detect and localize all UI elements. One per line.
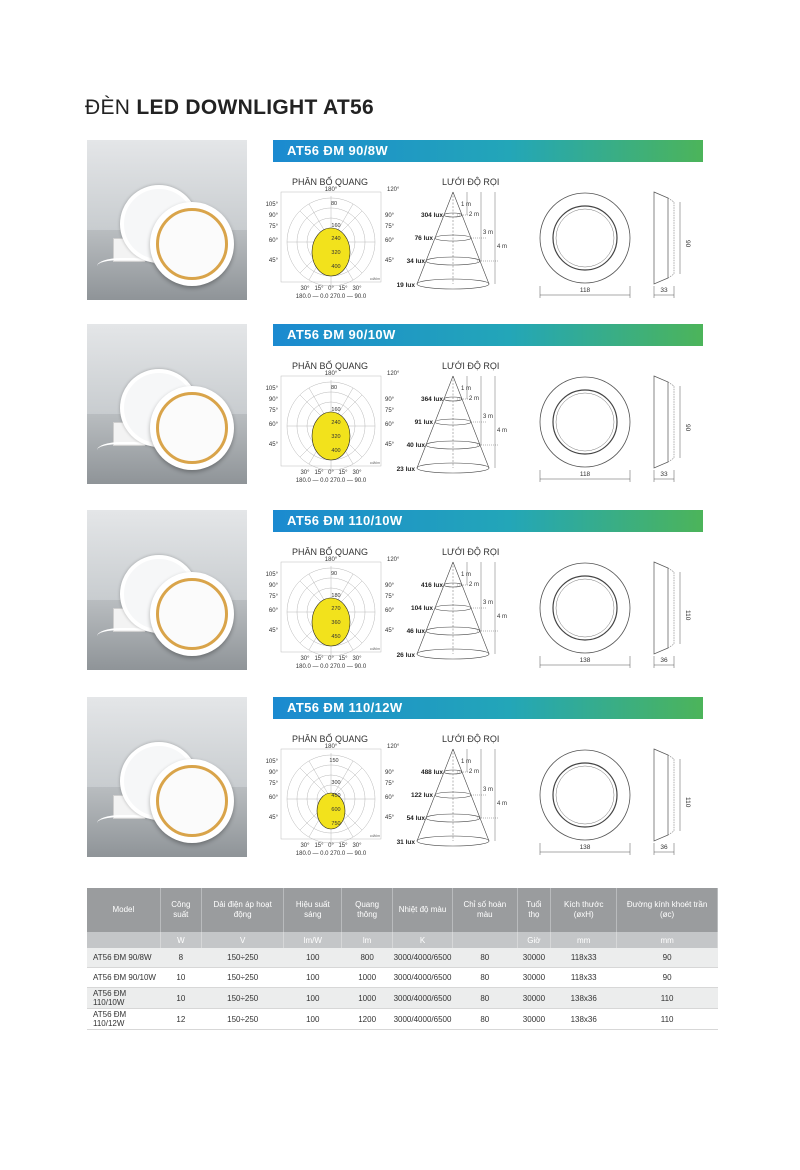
lux-labels — [397, 582, 444, 659]
table-cell: 100 — [284, 948, 342, 968]
polar-top-angle: 180° — [324, 371, 338, 377]
illuminance-cone — [397, 562, 507, 659]
table-cell: 8 — [160, 948, 201, 968]
table-cell: 110 — [617, 1009, 718, 1030]
angle-label: 105° — [265, 202, 278, 208]
table-cell: 150÷250 — [201, 948, 283, 968]
scale-label: 320 — [331, 250, 341, 256]
distance-labels — [461, 759, 507, 807]
angle-label: 45° — [268, 815, 278, 821]
lux-labels — [397, 769, 444, 846]
front-view-drawing — [540, 750, 630, 855]
cutout-dimension: 90 — [684, 240, 691, 248]
angle-label: 15° — [338, 470, 348, 476]
angle-label: 45° — [385, 628, 395, 634]
table-cell: 30000 — [517, 988, 550, 1009]
table-cell: 10 — [160, 968, 201, 988]
unit-cell: V — [201, 932, 283, 948]
table-cell: 100 — [284, 988, 342, 1009]
angle-label: 30° — [300, 656, 310, 662]
unit-cell: mm — [551, 932, 617, 948]
angle-label: 60° — [385, 422, 395, 428]
distance-label: 1 m — [461, 202, 472, 208]
column-header: Đường kính khoét trần (øc) — [617, 888, 718, 932]
distance-label: 2 m — [469, 582, 480, 588]
scale-label: 600 — [331, 807, 341, 813]
table-row — [87, 1009, 718, 1030]
distance-label: 4 m — [497, 428, 508, 434]
polar-unit: cd/klm — [369, 647, 380, 651]
side-view-drawing — [654, 749, 691, 855]
column-header: Hiệu suất sáng — [284, 888, 342, 932]
left-angles — [266, 386, 279, 448]
cutout-dimension: 110 — [684, 797, 691, 808]
angle-label: 90° — [268, 770, 278, 776]
polar-diagram — [266, 744, 400, 857]
angle-label: 60° — [385, 795, 395, 801]
table-cell: 30000 — [517, 1009, 550, 1030]
scale-label: 80 — [330, 385, 338, 391]
angle-label: 45° — [385, 815, 395, 821]
bottom-angles — [300, 286, 362, 292]
left-angles — [266, 202, 279, 264]
table-cell: 138x36 — [551, 988, 617, 1009]
angle-label: 30° — [352, 286, 362, 292]
distribution-label: PHÂN BỐ QUANG — [292, 361, 369, 371]
illuminance-grid-label: LƯỚI ĐỘ RỌI — [442, 547, 500, 557]
angle-label: 15° — [314, 286, 324, 292]
lux-label: 488 lux — [420, 769, 443, 776]
bottom-angles — [300, 470, 362, 476]
angle-label: 75° — [268, 224, 278, 230]
scale-label: 270 — [331, 606, 341, 612]
unit-cell — [87, 932, 160, 948]
right-angles — [385, 770, 395, 821]
scale-label: 750 — [331, 821, 341, 827]
unit-cell: lm/W — [284, 932, 342, 948]
bottom-angles — [300, 843, 362, 849]
diameter-dimension: 118 — [579, 471, 591, 478]
left-angles — [266, 759, 279, 821]
angle-label: 75° — [385, 781, 395, 787]
table-row — [87, 968, 718, 988]
table-cell: 150÷250 — [201, 1009, 283, 1030]
angle-label: 30° — [300, 286, 310, 292]
angle-label: 30° — [352, 470, 362, 476]
distance-label: 2 m — [469, 769, 480, 775]
scale-label: 160 — [331, 407, 341, 413]
table-cell: 110 — [617, 988, 718, 1009]
right-angles — [385, 397, 395, 448]
lux-label: 91 lux — [414, 419, 433, 426]
angle-label: 45° — [385, 258, 395, 264]
angle-label: 90° — [385, 397, 395, 403]
spec-table — [87, 888, 718, 1030]
distance-label: 3 m — [483, 787, 494, 793]
angle-label: 60° — [385, 238, 395, 244]
distance-label: 3 m — [483, 414, 494, 420]
column-header: Tuổi thọ — [517, 888, 550, 932]
angle-label: 90° — [385, 583, 395, 589]
angle-label: 0° — [328, 286, 334, 292]
distance-label: 1 m — [461, 572, 472, 578]
product-block — [0, 140, 800, 320]
lux-label: 122 lux — [410, 792, 433, 799]
column-header: Nhiệt độ màu — [393, 888, 453, 932]
lux-label: 40 lux — [406, 442, 425, 449]
angle-label: 75° — [385, 594, 395, 600]
product-name-banner: AT56 ĐM 110/12W — [273, 697, 703, 719]
table-cell: 3000/4000/6500 — [393, 1009, 453, 1030]
table-units-row — [87, 932, 718, 948]
illuminance-cone — [397, 376, 507, 473]
height-dimension: 33 — [660, 287, 668, 294]
angle-label: 0° — [328, 656, 334, 662]
title-prefix: ĐÈN — [85, 96, 131, 119]
angle-label: 30° — [352, 843, 362, 849]
angle-label: 60° — [268, 608, 278, 614]
table-row — [87, 988, 718, 1009]
table-cell: 80 — [452, 1009, 517, 1030]
angle-label: 60° — [268, 422, 278, 428]
lamp-front — [150, 572, 234, 656]
product-name-banner: AT56 ĐM 110/10W — [273, 510, 703, 532]
unit-cell: Giờ — [517, 932, 550, 948]
angle-label: 30° — [300, 470, 310, 476]
illuminance-grid-label: LƯỚI ĐỘ RỌI — [442, 177, 500, 187]
polar-right-top-angle: 120° — [387, 744, 400, 750]
scale-label: 90 — [330, 571, 338, 577]
height-dimension: 36 — [660, 844, 668, 851]
column-header: Dải điện áp hoạt động — [201, 888, 283, 932]
table-cell: 800 — [342, 948, 393, 968]
lamp-front — [150, 759, 234, 843]
table-cell: 3000/4000/6500 — [393, 968, 453, 988]
right-angles — [385, 213, 395, 264]
angle-label: 0° — [328, 470, 334, 476]
scale-label: 450 — [331, 793, 341, 799]
table-cell: 150÷250 — [201, 988, 283, 1009]
table-cell: 80 — [452, 988, 517, 1009]
angle-label: 60° — [268, 238, 278, 244]
distance-label: 3 m — [483, 600, 494, 606]
distance-labels — [461, 202, 507, 250]
angle-label: 105° — [265, 759, 278, 765]
lux-label: 31 lux — [396, 839, 415, 846]
distance-label: 2 m — [469, 396, 480, 402]
model-cell: AT56 ĐM 110/10W — [87, 988, 160, 1009]
angle-label: 15° — [314, 656, 324, 662]
lux-label: 76 lux — [414, 235, 433, 242]
table-cell: 1000 — [342, 988, 393, 1009]
angle-label: 0° — [328, 843, 334, 849]
illuminance-cone — [397, 192, 507, 289]
front-view-drawing — [540, 377, 630, 482]
scale-label: 450 — [331, 634, 341, 640]
title-bold: LED DOWNLIGHT AT56 — [136, 96, 374, 119]
unit-cell: lm — [342, 932, 393, 948]
angle-label: 45° — [385, 442, 395, 448]
polar-unit: cd/klm — [369, 277, 380, 281]
diameter-dimension: 138 — [579, 657, 591, 664]
unit-cell: W — [160, 932, 201, 948]
diagrams — [265, 187, 703, 303]
angle-label: 45° — [268, 258, 278, 264]
polar-top-angle: 180° — [324, 744, 338, 750]
polar-diagram — [266, 187, 400, 300]
angle-label: 75° — [268, 408, 278, 414]
table-cell: 3000/4000/6500 — [393, 988, 453, 1009]
angle-label: 60° — [268, 795, 278, 801]
product-block — [0, 697, 800, 877]
scale-label: 240 — [331, 236, 341, 242]
side-view-drawing — [654, 562, 691, 668]
distance-labels — [461, 572, 507, 620]
lux-label: 104 lux — [410, 605, 433, 612]
scale-label: 150 — [329, 758, 339, 764]
angle-label: 45° — [268, 628, 278, 634]
angle-label: 45° — [268, 442, 278, 448]
table-cell: 30000 — [517, 968, 550, 988]
distance-label: 1 m — [461, 386, 472, 392]
lux-label: 46 lux — [406, 628, 425, 635]
distance-label: 4 m — [497, 244, 508, 250]
column-header: Quang thông — [342, 888, 393, 932]
table-header-row — [87, 888, 718, 932]
polar-top-angle: 180° — [324, 187, 338, 193]
angle-label: 75° — [268, 781, 278, 787]
angle-label: 15° — [338, 286, 348, 292]
polar-unit: cd/klm — [369, 461, 380, 465]
lux-label: 26 lux — [396, 652, 415, 659]
cutout-dimension: 90 — [684, 424, 691, 432]
side-view-drawing — [654, 376, 691, 482]
table-cell: 12 — [160, 1009, 201, 1030]
angle-label: 90° — [268, 397, 278, 403]
angle-label: 15° — [314, 843, 324, 849]
illuminance-grid-label: LƯỚI ĐỘ RỌI — [442, 734, 500, 744]
unit-cell: K — [393, 932, 453, 948]
scale-label: 300 — [331, 780, 341, 786]
table-cell: 138x36 — [551, 1009, 617, 1030]
product-photo — [87, 140, 247, 300]
unit-cell — [452, 932, 517, 948]
column-header: Công suất — [160, 888, 201, 932]
product-name-banner: AT56 ĐM 90/8W — [273, 140, 703, 162]
angle-label: 105° — [265, 386, 278, 392]
table-cell: 3000/4000/6500 — [393, 948, 453, 968]
front-view-drawing — [540, 563, 630, 668]
polar-plane-legend: 180.0 — 0.0 270.0 — 90.0 — [295, 478, 367, 484]
lux-label: 23 lux — [396, 466, 415, 473]
angle-label: 15° — [314, 470, 324, 476]
lux-label: 19 lux — [396, 282, 415, 289]
product-block — [0, 324, 800, 504]
polar-plane-legend: 180.0 — 0.0 270.0 — 90.0 — [295, 294, 367, 300]
height-dimension: 36 — [660, 657, 668, 664]
scale-label: 400 — [331, 264, 341, 270]
column-header: Model — [87, 888, 160, 932]
polar-right-top-angle: 120° — [387, 371, 400, 377]
lux-label: 416 lux — [420, 582, 443, 589]
height-dimension: 33 — [660, 471, 668, 478]
table-cell: 80 — [452, 968, 517, 988]
model-cell: AT56 ĐM 90/10W — [87, 968, 160, 988]
side-view-drawing — [654, 192, 691, 298]
table-cell: 30000 — [517, 948, 550, 968]
polar-diagram — [266, 371, 400, 484]
polar-unit: cd/klm — [369, 834, 380, 838]
table-cell: 118x33 — [551, 948, 617, 968]
table-cell: 80 — [452, 948, 517, 968]
product-photo — [87, 697, 247, 857]
lux-labels — [397, 212, 444, 289]
cutout-dimension: 110 — [684, 610, 691, 621]
angle-label: 90° — [385, 770, 395, 776]
distance-labels — [461, 386, 507, 434]
angle-label: 105° — [265, 572, 278, 578]
polar-right-top-angle: 120° — [387, 557, 400, 563]
distribution-label: PHÂN BỐ QUANG — [292, 177, 369, 187]
distance-label: 1 m — [461, 759, 472, 765]
lux-label: 34 lux — [406, 258, 425, 265]
illuminance-cone — [397, 749, 507, 846]
product-photo — [87, 324, 247, 484]
illuminance-grid-label: LƯỚI ĐỘ RỌI — [442, 361, 500, 371]
polar-right-top-angle: 120° — [387, 187, 400, 193]
distribution-label: PHÂN BỐ QUANG — [292, 547, 369, 557]
scale-label: 400 — [331, 448, 341, 454]
left-angles — [266, 572, 279, 634]
polar-top-angle: 180° — [324, 557, 338, 563]
scale-label: 240 — [331, 420, 341, 426]
front-view-drawing — [540, 193, 630, 298]
product-name-banner: AT56 ĐM 90/10W — [273, 324, 703, 346]
unit-cell: mm — [617, 932, 718, 948]
angle-label: 75° — [385, 224, 395, 230]
angle-label: 90° — [268, 583, 278, 589]
scale-label: 180 — [331, 593, 341, 599]
angle-label: 30° — [300, 843, 310, 849]
distance-label: 2 m — [469, 212, 480, 218]
diagrams — [265, 557, 703, 673]
diameter-dimension: 138 — [579, 844, 591, 851]
scale-label: 160 — [331, 223, 341, 229]
distribution-label: PHÂN BỐ QUANG — [292, 734, 369, 744]
table-cell: 1200 — [342, 1009, 393, 1030]
angle-label: 15° — [338, 843, 348, 849]
angle-label: 30° — [352, 656, 362, 662]
distance-label: 4 m — [497, 801, 508, 807]
scale-label: 320 — [331, 434, 341, 440]
distance-label: 4 m — [497, 614, 508, 620]
angle-label: 15° — [338, 656, 348, 662]
lux-label: 364 lux — [420, 396, 443, 403]
diagrams — [265, 744, 703, 860]
polar-plane-legend: 180.0 — 0.0 270.0 — 90.0 — [295, 851, 367, 857]
lamp-front — [150, 202, 234, 286]
distance-label: 3 m — [483, 230, 494, 236]
model-cell: AT56 ĐM 110/12W — [87, 1009, 160, 1030]
diameter-dimension: 118 — [579, 287, 591, 294]
table-cell: 90 — [617, 968, 718, 988]
polar-diagram — [266, 557, 400, 670]
page-title — [85, 96, 374, 120]
angle-label: 75° — [268, 594, 278, 600]
lux-labels — [397, 396, 444, 473]
table-cell: 90 — [617, 948, 718, 968]
table-cell: 10 — [160, 988, 201, 1009]
table-cell: 1000 — [342, 968, 393, 988]
lux-label: 304 lux — [420, 212, 443, 219]
scale-label: 80 — [330, 201, 338, 207]
angle-label: 60° — [385, 608, 395, 614]
angle-label: 90° — [385, 213, 395, 219]
angle-label: 75° — [385, 408, 395, 414]
angle-label: 90° — [268, 213, 278, 219]
lux-label: 54 lux — [406, 815, 425, 822]
lamp-front — [150, 386, 234, 470]
model-cell: AT56 ĐM 90/8W — [87, 948, 160, 968]
right-angles — [385, 583, 395, 634]
product-block — [0, 510, 800, 690]
table-cell: 150÷250 — [201, 968, 283, 988]
table-cell: 100 — [284, 968, 342, 988]
column-header: Kích thước (øxH) — [551, 888, 617, 932]
bottom-angles — [300, 656, 362, 662]
polar-plane-legend: 180.0 — 0.0 270.0 — 90.0 — [295, 664, 367, 670]
column-header: Chỉ số hoàn màu — [452, 888, 517, 932]
product-photo — [87, 510, 247, 670]
scale-label: 360 — [331, 620, 341, 626]
table-row — [87, 948, 718, 968]
table-cell: 118x33 — [551, 968, 617, 988]
diagrams — [265, 371, 703, 487]
table-cell: 100 — [284, 1009, 342, 1030]
